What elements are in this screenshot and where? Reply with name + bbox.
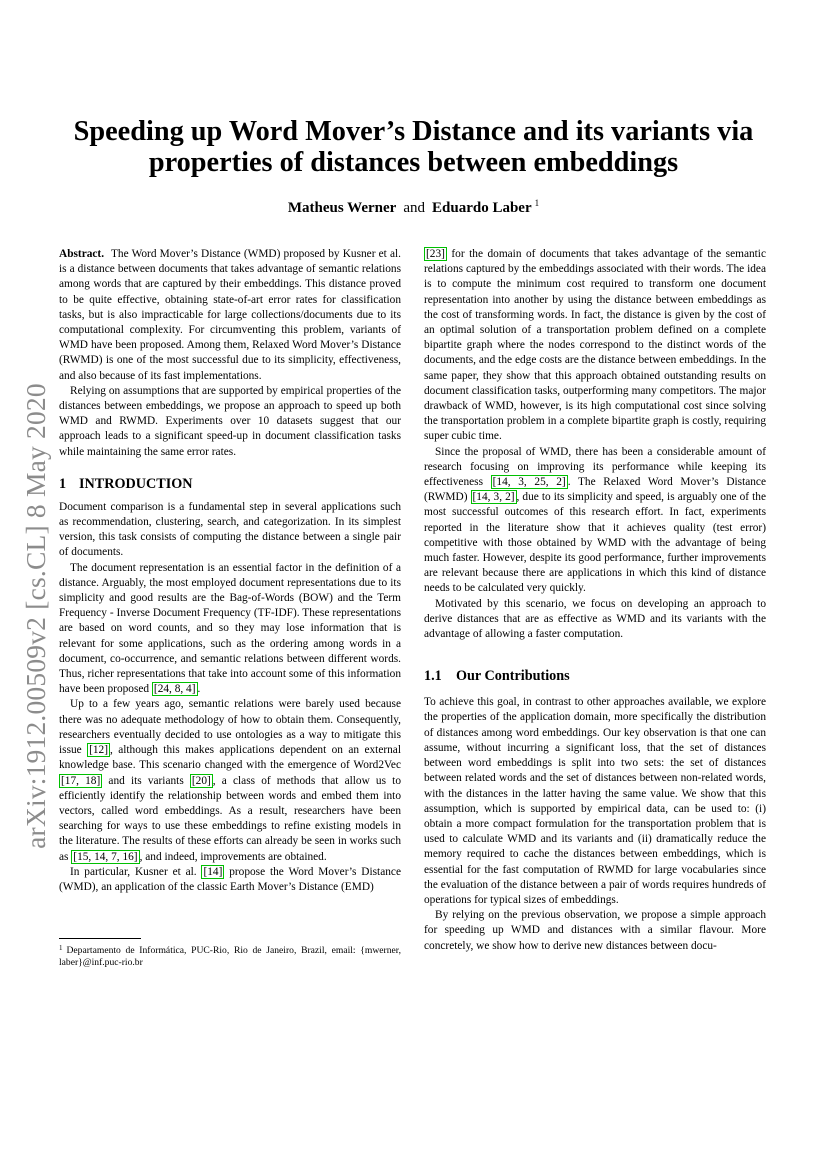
author-conjunction: and	[403, 200, 426, 216]
contrib-paragraph-1: To achieve this goal, in contrast to other approaches available, we explore the properties of the application domain, more specifically the distribution of distances among word embeddings. Our key observation is that one can assume, without incurring a significant loss, that the set of distances between word embeddings is split into two sets: the set of distances between related words and the set of distances between non-related words, with the distances in the latter having the same value. We show that this assumption, which is supported by empirical data, can be used to: (i) obtain a more compact formulation for the transportation problem that is used to calculate WMD and its variants and (ii) dramatically reduce the memory required to cache the distances between embeddings, which is essential for the fast computation of RWMD for large vocabularies since the evaluation of the distance between a pair of words requires hundreds of operations for typical sizes of embeddings.	[424, 696, 766, 906]
left-column	[59, 247, 401, 895]
intro-paragraph-3-text-a: Up to a few years ago, semantic relations were barely used because there was no adequate methodology of how to obtain them. Consequently, researchers eventually decided to use ontologies as a way to mitigate this issue	[59, 698, 401, 757]
intro-paragraph-3	[59, 697, 401, 864]
right-column	[424, 247, 766, 954]
footnote-text: Departamento de Informática, PUC-Rio, Rio de Janeiro, Brazil, email: {mwerner, laber}@inf.puc-rio.br	[59, 945, 401, 968]
footnote-text-block	[59, 942, 401, 969]
intro-paragraph-2-end: .	[197, 683, 201, 696]
section-number: 1	[59, 475, 67, 492]
author-1: Matheus Werner	[287, 200, 397, 216]
right-paragraph-1	[424, 247, 766, 445]
citation-link[interactable]: [12]	[89, 744, 108, 757]
right-paragraph-2-text-c: , due to its simplicity and speed, is arguably one of the most successful outcomes of this research effort. In fact, experiments reported in the literature show that it achieves quality (test error) competitive with those obtained by WMD with the advantage of being much faster. However, despite its good performance, further improvements are relevant because there are applications in which this kind of distance needs to be calculated very quickly.	[424, 491, 766, 595]
citation-link[interactable]: [14]	[203, 865, 223, 878]
citation-link[interactable]: [20]	[191, 774, 211, 787]
title-line-1: Speeding up Word Mover’s Distance and its variants via	[73, 116, 754, 147]
intro-paragraph-4	[59, 865, 401, 895]
subsection-title: Our Contributions	[456, 668, 570, 685]
footnote	[59, 938, 401, 969]
intro-paragraph-3-text-b: , although this makes applications dependent on an external knowledge base. This scenario changed with the emergence of Word2Vec	[59, 744, 401, 772]
intro-paragraph-2	[59, 561, 401, 698]
author-2: Eduardo Laber	[432, 200, 532, 216]
right-paragraph-2-text-b: . The Relaxed Word Mover’s Distance (RWMD)	[424, 476, 767, 504]
citation-link[interactable]: [24, 8, 4]	[153, 683, 196, 696]
section-title: INTRODUCTION	[79, 475, 193, 492]
intro-paragraph-3-text-d: , a class of methods that allow us to efficiently identify the relationship between words and embed them into vectors, called word embeddings. As a result, researchers have been searching for ways to use these embeddings to refine existing models in the literature. The results of these efforts can already be seen in works such as	[59, 774, 401, 863]
footnote-mark: 1	[59, 944, 63, 952]
citation-link[interactable]: [23]	[426, 248, 445, 260]
intro-paragraph-3-text-e: , and indeed, improvements are obtained.	[139, 850, 327, 863]
paper-title	[40, 116, 787, 178]
citation-link[interactable]: [15, 14, 7, 16]	[73, 850, 138, 863]
right-paragraph-3: Motivated by this scenario, we focus on developing an approach to derive distances that are as effective as WMD and its variants with the advantage of allowing a faster computation.	[424, 597, 766, 641]
citation-link[interactable]: [14, 3, 25, 2]	[492, 476, 566, 489]
arxiv-identifier-text: arXiv:1912.00509v2 [cs.CL] 8 May 2020	[20, 383, 51, 849]
intro-paragraph-4-text-a: In particular, Kusner et al.	[70, 865, 202, 878]
citation-link[interactable]: [14, 3, 2]	[472, 491, 515, 504]
right-paragraph-1-text: for the domain of documents that takes advantage of the semantic relations captured by the embeddings associated with their words. The idea is to compute the minimum cost required to transform one document representation into another by using the distance between embeddings as the cost of transforming words. In fact, the distance is given by the cost of an optimal solution of a transportation problem defined on a complete bipartite graph where the nodes correspond to the distinct words of the documents, and the edge costs are the distance between embeddings. In the same paper, they show that this approach obtained outstanding results on document classification tasks, outperforming many competitors. The major drawback of WMD, however, is its high computational cost since solving the transportation problem in a complete bipartite graph is costly, requiring super cubic time.	[424, 248, 766, 443]
arxiv-identifier	[12, 360, 60, 872]
author-list	[0, 198, 827, 217]
abstract-label: Abstract.	[59, 248, 105, 260]
section-heading-introduction	[59, 475, 401, 493]
citation-link[interactable]: [17, 18]	[61, 774, 101, 787]
intro-paragraph-4-text-b: propose the Word Mover’s Distance (WMD), an application of the classic Earth Mover’s Distance (EMD)	[59, 865, 401, 893]
subsection-number: 1.1	[424, 668, 442, 685]
footnote-rule	[59, 938, 141, 939]
intro-paragraph-2-text: The document representation is an essential factor in the definition of a distance. Arguably, the most employed document representations due to its simplicity and good results are the Bag-of-Words (BOW) and the Term Frequency - Inverse Document Frequency (TF-IDF). These representations are based on word counts, and so they may lose information that is relevant for some applications, such as the ordering among words in a document, co-occurrence, and semantic relations between different words. Thus, richer representations that take into account some of this information have been proposed	[59, 561, 401, 696]
affiliation-mark: 1	[534, 198, 540, 208]
abstract-text-1: The Word Mover’s Distance (WMD) proposed by Kusner et al. is a distance between documents that takes advantage of semantic relations among words that are captured by their embeddings. This distance proved to be quite effective, obtaining state-of-art error rates for classification tasks, but is also impracticable for large collections/documents due to its computational complexity. For circumventing this problem, variants of WMD have been proposed. Among them, Relaxed Word Mover’s Distance (RWMD) is one of the most successful due to its simplicity, effectiveness, and also because of its fast implementations.	[59, 248, 401, 382]
right-paragraph-2	[424, 445, 766, 597]
right-paragraph-2-text-a: Since the proposal of WMD, there has been a considerable amount of research focusing on improving its performance while keeping its effectiveness	[424, 445, 766, 489]
intro-paragraph-1: Document comparison is a fundamental step in several applications such as recommendation, clustering, search, and categorization. In its simplest version, this task consists of computing the distance between a single pair of documents.	[59, 500, 401, 559]
intro-paragraph-3-text-c: and its variants	[102, 774, 190, 787]
abstract-paragraph-2: Relying on assumptions that are supported by empirical properties of the distances between embeddings, we propose an approach to speed up both WMD and RWMD. Experiments over 10 datasets suggest that our approach leads to a significant speed-up in document classification tasks while maintaining the same error rates.	[59, 384, 401, 458]
abstract-paragraph-1	[59, 247, 401, 384]
contrib-paragraph-2: By relying on the previous observation, we propose a simple approach for speeding up WMD and distances with a similar flavour. More concretely, we show how to derive new distances between docu-	[424, 909, 766, 952]
title-line-2: properties of distances between embeddings	[148, 147, 679, 178]
section-heading-contributions	[424, 667, 766, 685]
